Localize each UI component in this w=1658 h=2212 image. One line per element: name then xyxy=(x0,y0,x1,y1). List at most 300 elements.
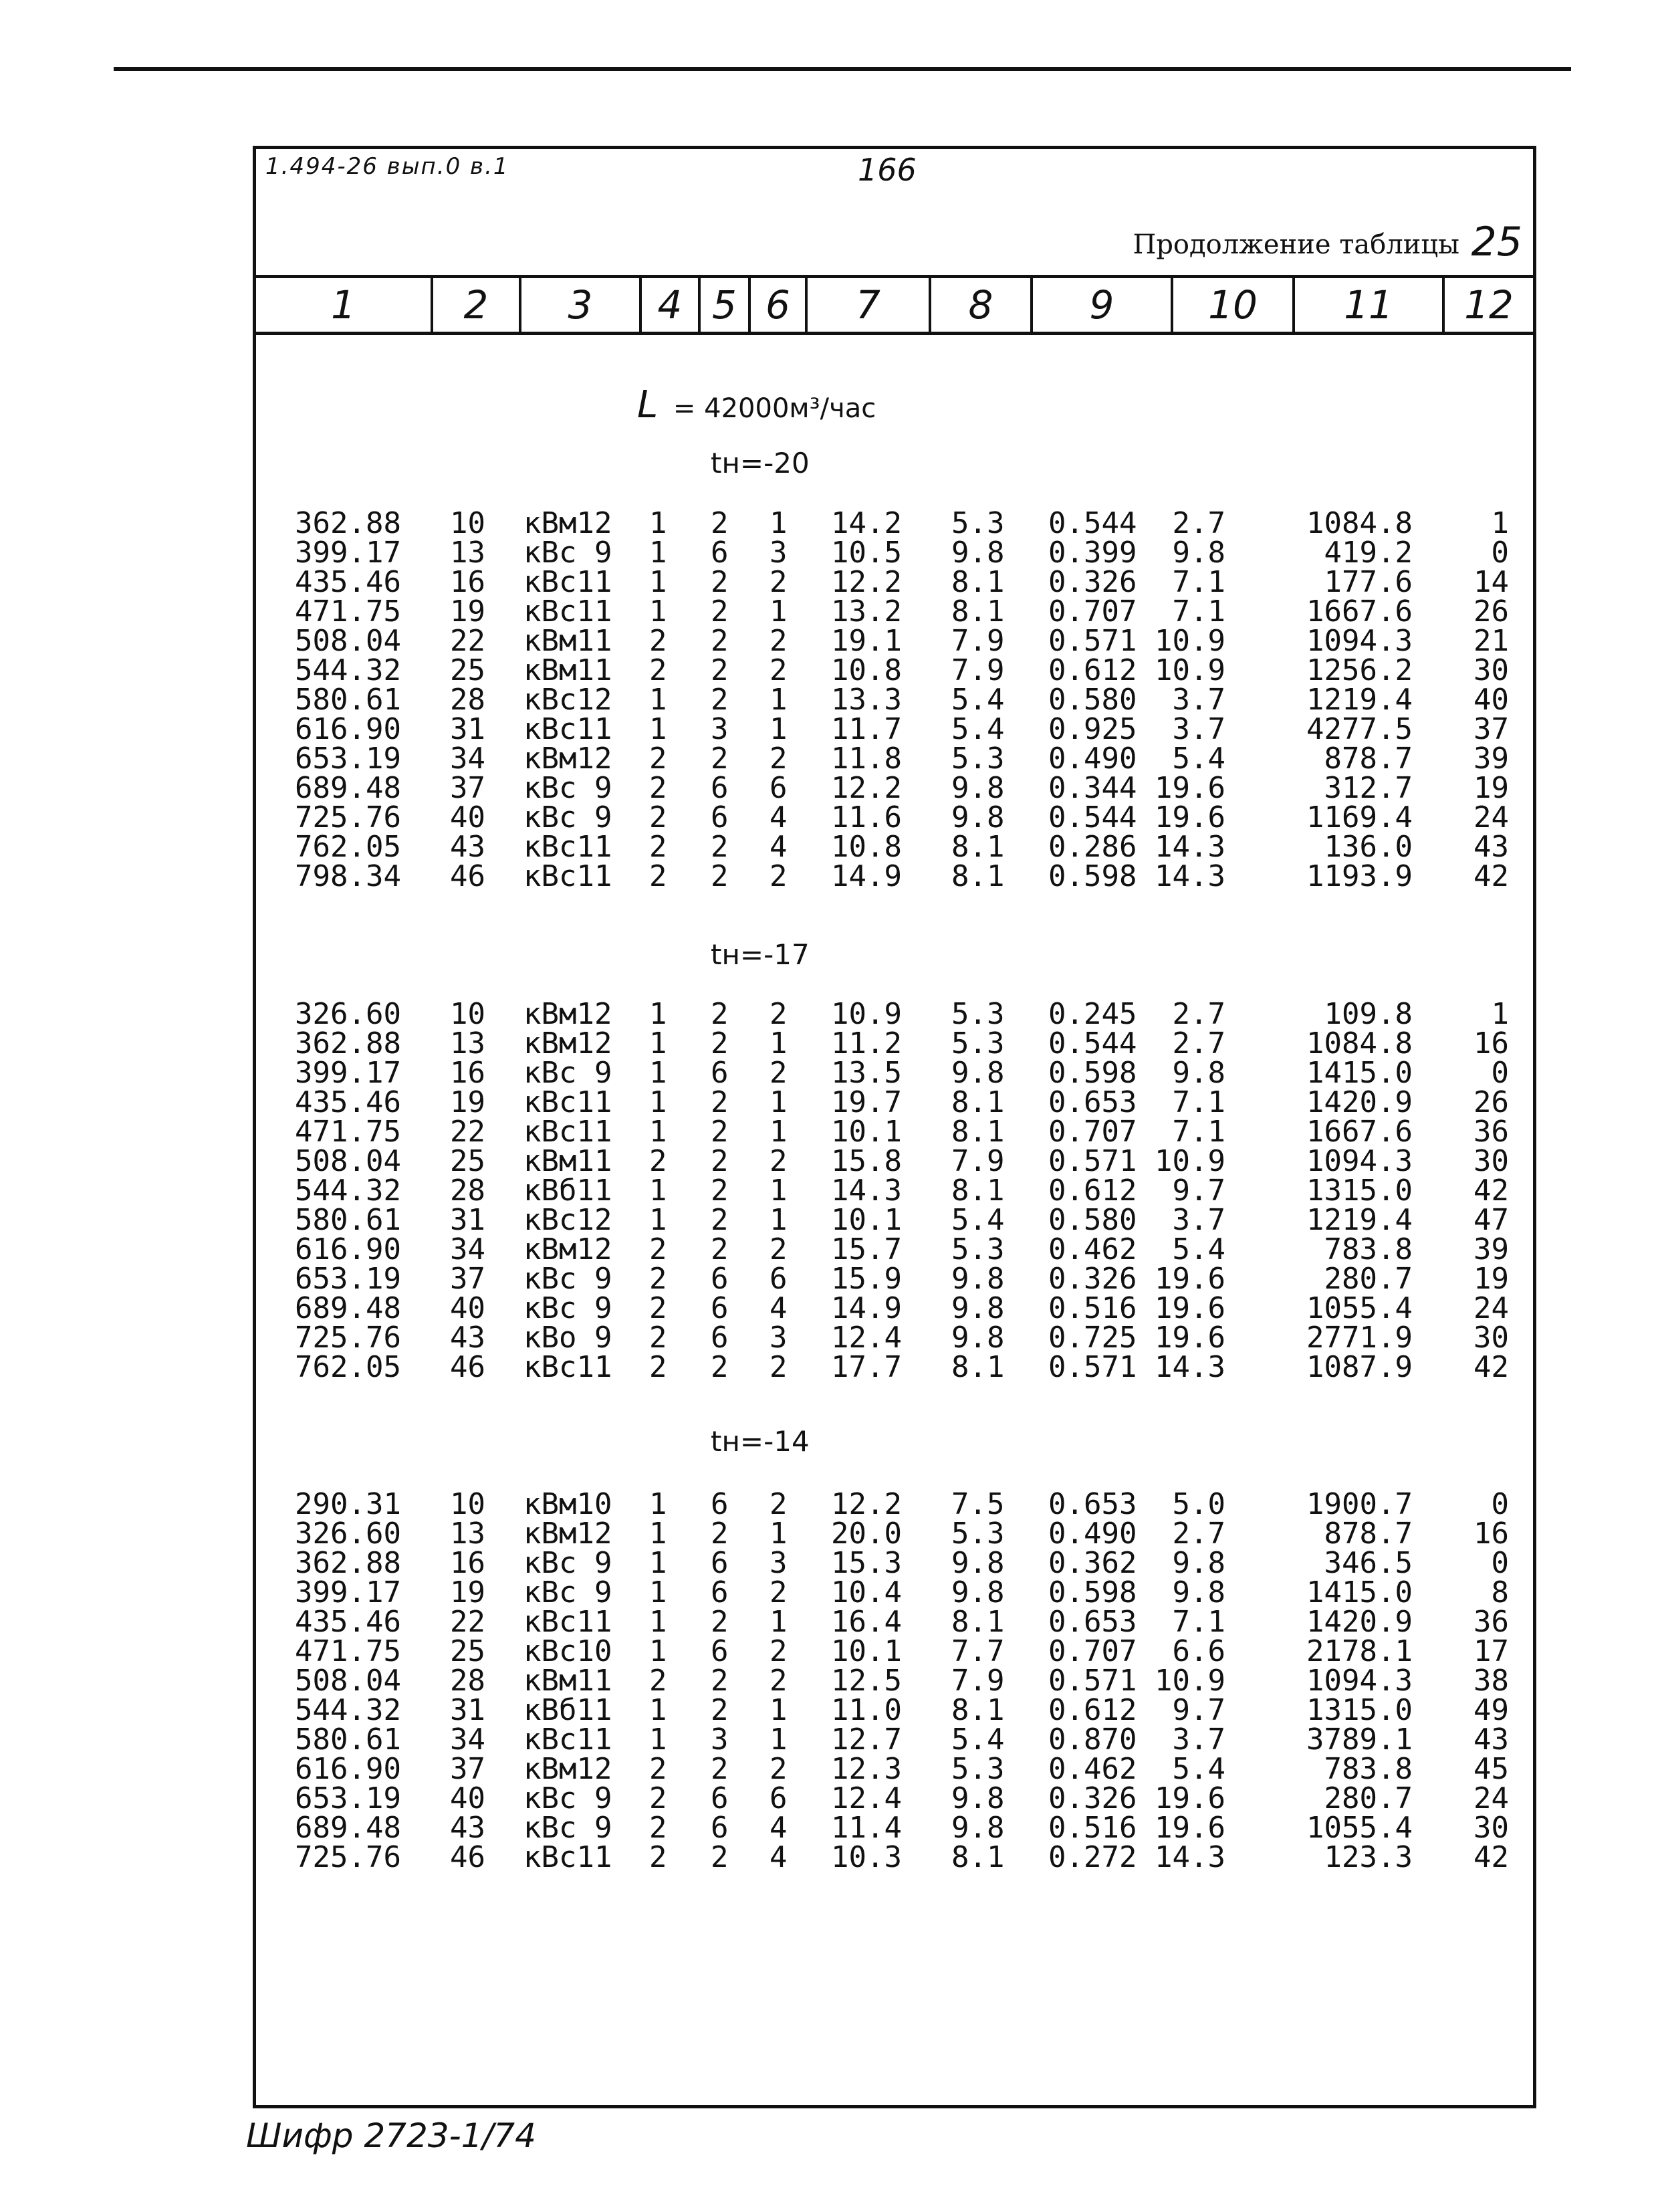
table-cell: 11.8 xyxy=(831,742,902,776)
table-cell: 2 xyxy=(711,1664,729,1698)
table-cell: кВс11 xyxy=(523,1840,612,1874)
table-cell: 2 xyxy=(769,1056,788,1090)
table-cell: 20.0 xyxy=(831,1517,902,1551)
table-cell: кВм12 xyxy=(523,997,612,1031)
table-cell: 14.2 xyxy=(831,506,902,540)
table-row xyxy=(256,1634,1533,1668)
table-cell: 30 xyxy=(1473,1321,1509,1355)
table-cell: 419.2 xyxy=(1324,536,1413,570)
table-cell: 14.3 xyxy=(831,1174,902,1208)
table-number: 25 xyxy=(1471,219,1522,265)
table-cell: 0.612 xyxy=(1048,653,1137,687)
table-cell: 0.490 xyxy=(1048,742,1137,776)
table-cell: 5.4 xyxy=(1172,1232,1225,1266)
table-cell: 0.571 xyxy=(1048,1350,1137,1384)
table-cell: 1 xyxy=(649,1174,667,1208)
table-cell: 3 xyxy=(711,712,729,746)
table-cell: 1 xyxy=(649,1517,667,1551)
table-cell: 1 xyxy=(769,1085,788,1119)
table-cell: 878.7 xyxy=(1324,1517,1413,1551)
table-cell: 2 xyxy=(769,997,788,1031)
table-row xyxy=(256,1350,1533,1384)
table-cell: 762.05 xyxy=(295,1350,401,1384)
table-cell: 0.326 xyxy=(1048,565,1137,599)
table-cell: 5.4 xyxy=(951,712,1005,746)
section-rows xyxy=(256,997,1533,1384)
table-cell: 30 xyxy=(1473,653,1509,687)
table-cell: 435.46 xyxy=(295,1085,401,1119)
table-cell: 5.4 xyxy=(951,1723,1005,1757)
table-cell: 19.1 xyxy=(831,624,902,658)
table-cell: кВс 9 xyxy=(523,800,612,835)
table-cell: 6 xyxy=(711,771,729,805)
table-cell: 0.571 xyxy=(1048,1144,1137,1178)
table-cell: 1094.3 xyxy=(1306,1664,1413,1698)
table-cell: 43 xyxy=(450,830,485,864)
table-cell: 2 xyxy=(711,653,729,687)
column-header: 7 xyxy=(808,278,931,332)
table-cell: 1 xyxy=(1491,506,1509,540)
table-cell: 8.1 xyxy=(951,1693,1005,1727)
table-cell: 10.9 xyxy=(1155,624,1225,658)
table-cell: 1420.9 xyxy=(1306,1605,1413,1639)
table-cell: 399.17 xyxy=(295,536,401,570)
table-cell: 10.8 xyxy=(831,653,902,687)
flow-symbol: L xyxy=(637,383,659,427)
table-cell: 1 xyxy=(769,506,788,540)
table-cell: 1 xyxy=(769,1605,788,1639)
table-cell: 0.544 xyxy=(1048,506,1137,540)
column-header: 5 xyxy=(701,278,751,332)
table-cell: 19 xyxy=(1473,771,1509,805)
table-cell: 2 xyxy=(769,1634,788,1668)
table-cell: 326.60 xyxy=(295,997,401,1031)
table-row xyxy=(256,1781,1533,1815)
section-title: tн=-14 xyxy=(711,1425,810,1458)
table-cell: 1 xyxy=(649,536,667,570)
flow-value: = 42000м³/час xyxy=(673,393,876,424)
table-cell: 783.8 xyxy=(1324,1232,1413,1266)
table-cell: 12.2 xyxy=(831,1487,902,1521)
table-cell: 544.32 xyxy=(295,1174,401,1208)
table-cell: 1 xyxy=(649,1115,667,1149)
table-cell: 46 xyxy=(450,1840,485,1874)
table-cell: 37 xyxy=(1473,712,1509,746)
table-cell: 6 xyxy=(711,1291,729,1325)
table-cell: 6 xyxy=(711,1634,729,1668)
table-cell: 7.7 xyxy=(951,1634,1005,1668)
table-cell: 12.4 xyxy=(831,1781,902,1815)
table-cell: 1415.0 xyxy=(1306,1575,1413,1610)
table-cell: 471.75 xyxy=(295,1115,401,1149)
table-cell: 4 xyxy=(769,800,788,835)
table-cell: 19.7 xyxy=(831,1085,902,1119)
table-cell: 9.8 xyxy=(1172,1546,1225,1580)
table-cell: 1 xyxy=(769,683,788,717)
table-cell: 46 xyxy=(450,1350,485,1384)
table-cell: 1 xyxy=(1491,997,1509,1031)
table-cell: 3.7 xyxy=(1172,683,1225,717)
table-cell: 362.88 xyxy=(295,1546,401,1580)
table-cell: 0.245 xyxy=(1048,997,1137,1031)
table-cell: 2 xyxy=(649,1321,667,1355)
page-number: 166 xyxy=(858,152,917,188)
table-cell: 1 xyxy=(649,1723,667,1757)
table-cell: кВб11 xyxy=(523,1693,612,1727)
table-cell: 5.4 xyxy=(1172,1752,1225,1786)
table-cell: кВм11 xyxy=(523,653,612,687)
table-cell: 725.76 xyxy=(295,1321,401,1355)
table-cell: 2 xyxy=(649,1232,667,1266)
table-row xyxy=(256,1232,1533,1266)
column-header-row xyxy=(256,275,1533,335)
table-cell: 1256.2 xyxy=(1306,653,1413,687)
table-cell: 25 xyxy=(450,1634,485,1668)
table-cell: 5.3 xyxy=(951,742,1005,776)
table-cell: 47 xyxy=(1473,1203,1509,1237)
table-cell: 6 xyxy=(711,1781,729,1815)
column-header: 12 xyxy=(1464,282,1514,328)
table-cell: 2 xyxy=(649,859,667,893)
table-cell: 1219.4 xyxy=(1306,683,1413,717)
table-cell: 21 xyxy=(1473,624,1509,658)
table-cell: 10.5 xyxy=(831,536,902,570)
table-cell: 16 xyxy=(1473,1026,1509,1061)
table-cell: 4 xyxy=(769,1811,788,1845)
table-cell: 5.3 xyxy=(951,1752,1005,1786)
table-cell: 3.7 xyxy=(1172,1723,1225,1757)
table-cell: 6 xyxy=(711,1056,729,1090)
table-cell: 0.326 xyxy=(1048,1262,1137,1296)
table-cell: 4 xyxy=(769,1840,788,1874)
table-cell: 1219.4 xyxy=(1306,1203,1413,1237)
table-cell: 2 xyxy=(711,859,729,893)
table-cell: 30 xyxy=(1473,1144,1509,1178)
table-cell: 7.9 xyxy=(951,653,1005,687)
table-cell: 8.1 xyxy=(951,594,1005,629)
table-cell: 11.7 xyxy=(831,712,902,746)
table-cell: 6 xyxy=(711,800,729,835)
table-cell: 280.7 xyxy=(1324,1262,1413,1296)
section-title: tн=-20 xyxy=(711,447,810,479)
table-cell: 2 xyxy=(769,624,788,658)
table-cell: 399.17 xyxy=(295,1056,401,1090)
table-cell: 653.19 xyxy=(295,1262,401,1296)
table-cell: кВс11 xyxy=(523,1350,612,1384)
table-cell: 0.612 xyxy=(1048,1174,1137,1208)
table-cell: 36 xyxy=(1473,1605,1509,1639)
table-cell: 1 xyxy=(649,1056,667,1090)
table-cell: 689.48 xyxy=(295,771,401,805)
table-cell: 42 xyxy=(1473,1350,1509,1384)
table-cell: 5.3 xyxy=(951,1232,1005,1266)
table-cell: 19.6 xyxy=(1155,771,1225,805)
table-cell: 15.9 xyxy=(831,1262,902,1296)
table-cell: 7.9 xyxy=(951,624,1005,658)
section-rows xyxy=(256,506,1533,893)
table-cell: 1315.0 xyxy=(1306,1693,1413,1727)
table-cell: 653.19 xyxy=(295,742,401,776)
table-cell: 7.9 xyxy=(951,1144,1005,1178)
table-cell: 0.725 xyxy=(1048,1321,1137,1355)
table-cell: 2178.1 xyxy=(1306,1634,1413,1668)
table-cell: 7.1 xyxy=(1172,1085,1225,1119)
table-cell: 0 xyxy=(1491,1056,1509,1090)
table-cell: 14.3 xyxy=(1155,1350,1225,1384)
table-cell: кВс 9 xyxy=(523,1262,612,1296)
table-cell: 16 xyxy=(450,1546,485,1580)
table-cell: 0.571 xyxy=(1048,624,1137,658)
table-cell: 2 xyxy=(649,830,667,864)
table-cell: 28 xyxy=(450,683,485,717)
table-cell: 13 xyxy=(450,1517,485,1551)
table-cell: 3 xyxy=(769,536,788,570)
table-cell: 37 xyxy=(450,771,485,805)
table-cell: кВс 9 xyxy=(523,1056,612,1090)
table-cell: 2 xyxy=(649,1781,667,1815)
table-cell: 616.90 xyxy=(295,712,401,746)
table-cell: 37 xyxy=(450,1262,485,1296)
table-cell: 5.3 xyxy=(951,1026,1005,1061)
table-cell: 26 xyxy=(1473,1085,1509,1119)
table-cell: 8.1 xyxy=(951,859,1005,893)
column-header: 6 xyxy=(751,278,808,332)
table-cell: 8.1 xyxy=(951,1174,1005,1208)
table-cell: 1 xyxy=(769,1723,788,1757)
table-cell: 19 xyxy=(450,1575,485,1610)
table-cell: 0.362 xyxy=(1048,1546,1137,1580)
table-cell: 2.7 xyxy=(1172,1517,1225,1551)
table-cell: 12.7 xyxy=(831,1723,902,1757)
table-row xyxy=(256,1323,1533,1353)
table-row xyxy=(256,712,1533,746)
table-cell: 1 xyxy=(649,1605,667,1639)
table-cell: 580.61 xyxy=(295,1203,401,1237)
table-cell: 15.8 xyxy=(831,1144,902,1178)
table-cell: 1 xyxy=(769,1115,788,1149)
table-cell: 14.3 xyxy=(1155,1840,1225,1874)
table-cell: 0.516 xyxy=(1048,1811,1137,1845)
table-cell: 12.2 xyxy=(831,565,902,599)
table-cell: 2771.9 xyxy=(1306,1321,1413,1355)
table-cell: кВс 9 xyxy=(523,1811,612,1845)
table-cell: 12.2 xyxy=(831,771,902,805)
table-row xyxy=(256,538,1533,568)
table-cell: 0.612 xyxy=(1048,1693,1137,1727)
table-cell: кВс11 xyxy=(523,1723,612,1757)
table-cell: 2 xyxy=(711,1693,729,1727)
table-row xyxy=(256,1693,1533,1727)
table-cell: 1 xyxy=(649,1026,667,1061)
table-cell: 2 xyxy=(769,1487,788,1521)
table-cell: 6 xyxy=(769,1262,788,1296)
table-cell: 2 xyxy=(711,830,729,864)
table-cell: 1 xyxy=(649,594,667,629)
table-cell: 39 xyxy=(1473,1232,1509,1266)
table-cell: кВс12 xyxy=(523,1203,612,1237)
table-cell: 580.61 xyxy=(295,683,401,717)
table-cell: 1415.0 xyxy=(1306,1056,1413,1090)
table-cell: 13 xyxy=(450,1026,485,1061)
table-row xyxy=(256,744,1533,774)
table-cell: 10.9 xyxy=(831,997,902,1031)
table-cell: 9.8 xyxy=(951,1811,1005,1845)
table-cell: 508.04 xyxy=(295,1144,401,1178)
table-row xyxy=(256,771,1533,805)
table-cell: 2 xyxy=(649,1664,667,1698)
table-cell: 1315.0 xyxy=(1306,1174,1413,1208)
table-cell: 10.1 xyxy=(831,1203,902,1237)
table-cell: 43 xyxy=(450,1811,485,1845)
table-cell: 1084.8 xyxy=(1306,1026,1413,1061)
table-cell: 1 xyxy=(649,1634,667,1668)
table-cell: 8.1 xyxy=(951,1605,1005,1639)
table-cell: кВс 9 xyxy=(523,1575,612,1610)
column-header: 4 xyxy=(642,278,701,332)
table-cell: кВм12 xyxy=(523,506,612,540)
table-cell: 0.653 xyxy=(1048,1085,1137,1119)
table-cell: 1055.4 xyxy=(1306,1811,1413,1845)
table-cell: 19.6 xyxy=(1155,1262,1225,1296)
table-cell: кВб11 xyxy=(523,1174,612,1208)
table-cell: 6.6 xyxy=(1172,1634,1225,1668)
table-cell: 9.8 xyxy=(951,1291,1005,1325)
table-cell: 4 xyxy=(769,830,788,864)
table-cell: кВс11 xyxy=(523,830,612,864)
table-cell: 2 xyxy=(711,1085,729,1119)
table-cell: 1 xyxy=(769,1693,788,1727)
table-cell: 14.3 xyxy=(1155,859,1225,893)
table-cell: 508.04 xyxy=(295,1664,401,1698)
table-cell: 7.9 xyxy=(951,1664,1005,1698)
table-cell: 17 xyxy=(1473,1634,1509,1668)
table-cell: 1 xyxy=(649,565,667,599)
table-cell: 4277.5 xyxy=(1306,712,1413,746)
table-cell: 435.46 xyxy=(295,1605,401,1639)
table-cell: 1 xyxy=(649,1546,667,1580)
table-cell: 2 xyxy=(649,1811,667,1845)
table-frame xyxy=(253,146,1536,2108)
table-cell: 12.4 xyxy=(831,1321,902,1355)
table-cell: 0.571 xyxy=(1048,1664,1137,1698)
table-cell: кВо 9 xyxy=(523,1321,612,1355)
table-cell: 0.598 xyxy=(1048,1575,1137,1610)
table-cell: 10.3 xyxy=(831,1840,902,1874)
table-row xyxy=(256,1264,1533,1294)
table-cell: 7.5 xyxy=(951,1487,1005,1521)
table-cell: 2 xyxy=(769,1752,788,1786)
table-cell: 31 xyxy=(450,1203,485,1237)
table-cell: 9.8 xyxy=(1172,536,1225,570)
table-cell: кВс10 xyxy=(523,1634,612,1668)
table-cell: 10.4 xyxy=(831,1575,902,1610)
table-cell: 45 xyxy=(1473,1752,1509,1786)
table-cell: 3789.1 xyxy=(1306,1723,1413,1757)
table-cell: 2 xyxy=(711,1026,729,1061)
table-cell: 326.60 xyxy=(295,1517,401,1551)
table-cell: 0.598 xyxy=(1048,859,1137,893)
table-cell: 11.6 xyxy=(831,800,902,835)
table-cell: 6 xyxy=(711,1487,729,1521)
table-cell: 22 xyxy=(450,624,485,658)
table-cell: 24 xyxy=(1473,1781,1509,1815)
table-cell: 1 xyxy=(649,1693,667,1727)
table-cell: кВм12 xyxy=(523,1752,612,1786)
table-cell: 15.7 xyxy=(831,1232,902,1266)
table-cell: 1667.6 xyxy=(1306,594,1413,629)
table-cell: 8.1 xyxy=(951,565,1005,599)
table-cell: 2 xyxy=(711,506,729,540)
table-cell: кВс11 xyxy=(523,594,612,629)
table-cell: 0.707 xyxy=(1048,1634,1137,1668)
table-cell: 10 xyxy=(450,997,485,1031)
table-cell: 0.580 xyxy=(1048,1203,1137,1237)
table-cell: 8.1 xyxy=(951,1840,1005,1874)
table-cell: 6 xyxy=(711,1811,729,1845)
table-row xyxy=(256,1144,1533,1178)
table-cell: 13.3 xyxy=(831,683,902,717)
section-rows xyxy=(256,1487,1533,1874)
table-cell: 30 xyxy=(1473,1811,1509,1845)
table-cell: 5.3 xyxy=(951,997,1005,1031)
table-cell: 689.48 xyxy=(295,1811,401,1845)
table-cell: 0 xyxy=(1491,1487,1509,1521)
table-cell: 8 xyxy=(1491,1575,1509,1610)
table-cell: 1 xyxy=(769,1174,788,1208)
table-cell: 43 xyxy=(1473,1723,1509,1757)
table-cell: 1900.7 xyxy=(1306,1487,1413,1521)
table-cell: 9.8 xyxy=(951,1056,1005,1090)
table-row xyxy=(256,1813,1533,1843)
table-cell: 6 xyxy=(711,1262,729,1296)
table-cell: 5.4 xyxy=(1172,742,1225,776)
table-cell: 2.7 xyxy=(1172,1026,1225,1061)
table-row xyxy=(256,1487,1533,1521)
table-cell: 0.925 xyxy=(1048,712,1137,746)
table-cell: 1 xyxy=(649,1203,667,1237)
table-cell: 16 xyxy=(450,1056,485,1090)
table-cell: 22 xyxy=(450,1605,485,1639)
table-cell: 5.3 xyxy=(951,1517,1005,1551)
table-cell: 13.5 xyxy=(831,1056,902,1090)
table-cell: 17.7 xyxy=(831,1350,902,1384)
table-cell: 16 xyxy=(1473,1517,1509,1551)
table-cell: 2 xyxy=(649,1262,667,1296)
table-cell: 2 xyxy=(711,1605,729,1639)
table-cell: 9.7 xyxy=(1172,1693,1225,1727)
table-cell: 15.3 xyxy=(831,1546,902,1580)
table-cell: 10 xyxy=(450,506,485,540)
table-cell: 39 xyxy=(1473,742,1509,776)
table-row xyxy=(256,1176,1533,1206)
table-cell: 7.1 xyxy=(1172,1115,1225,1149)
table-cell: 7.1 xyxy=(1172,565,1225,599)
table-cell: 37 xyxy=(450,1752,485,1786)
table-cell: 10.9 xyxy=(1155,653,1225,687)
table-cell: 2 xyxy=(711,1203,729,1237)
table-cell: 6 xyxy=(769,1781,788,1815)
table-cell: 1420.9 xyxy=(1306,1085,1413,1119)
table-cell: 2 xyxy=(711,1232,729,1266)
table-cell: 471.75 xyxy=(295,1634,401,1668)
table-cell: кВм12 xyxy=(523,1026,612,1061)
table-cell: 14.9 xyxy=(831,1291,902,1325)
table-cell: 0.870 xyxy=(1048,1723,1137,1757)
table-cell: 123.3 xyxy=(1324,1840,1413,1874)
table-cell: 471.75 xyxy=(295,594,401,629)
table-cell: 5.0 xyxy=(1172,1487,1225,1521)
table-cell: 6 xyxy=(711,536,729,570)
